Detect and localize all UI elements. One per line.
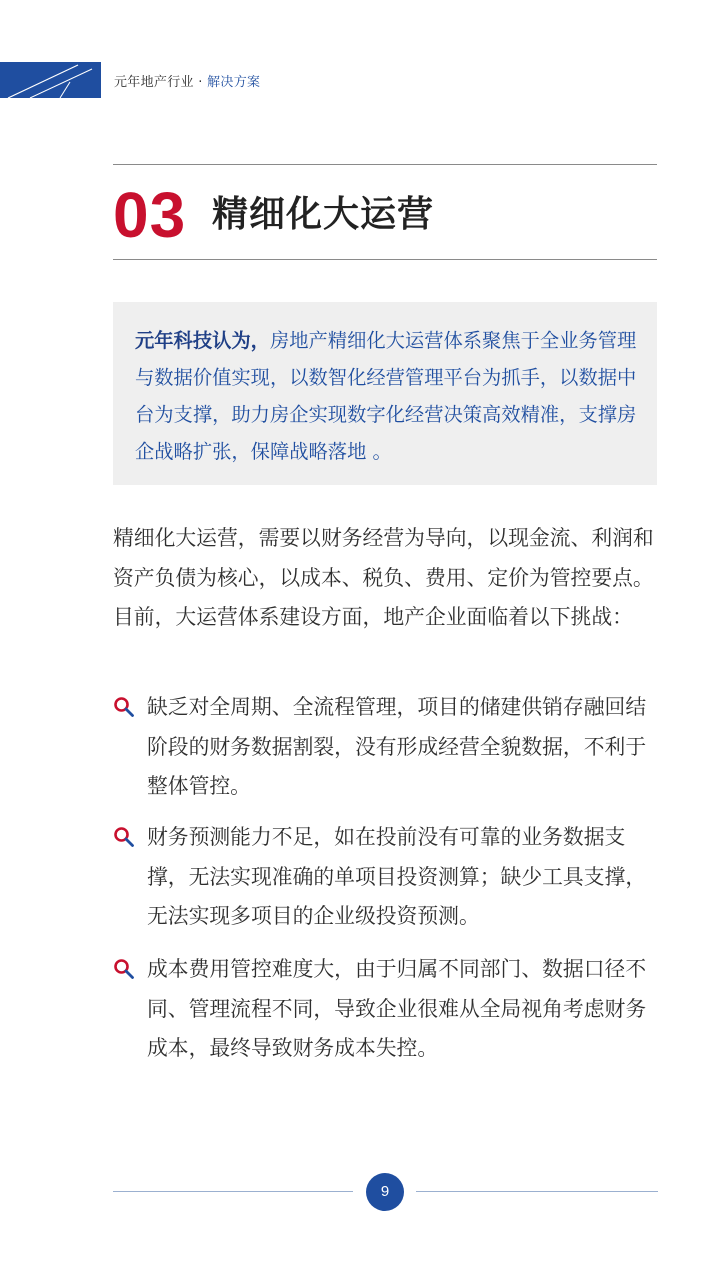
section-number: 03 [113, 179, 187, 251]
search-icon [113, 696, 135, 718]
title-bottom-rule [113, 259, 657, 260]
callout-text: 房地产精细化大运营体系聚焦于全业务管理与数据价值实现，以数智化经营管理平台为抓手，以数据中台为支撑，助力房企实现数字化经营决策高效精准，支撑房企战略扩张，保障战略落地 。 [135, 329, 637, 463]
header-brand: 元年地产行业 · [114, 75, 208, 90]
intro-paragraph: 精细化大运营，需要以财务经营为导向，以现金流、利润和资产负债为核心，以成本、税负、费用、定价为管控要点。目前，大运营体系建设方面，地产企业面临着以下挑战： [113, 526, 654, 629]
header-title [114, 71, 260, 90]
challenge-item [113, 688, 659, 807]
callout-paragraph [135, 322, 639, 470]
callout-box [113, 302, 657, 485]
callout-lead: 元年科技认为， [135, 329, 270, 352]
search-icon [113, 958, 135, 980]
challenge-text: 缺乏对全周期、全流程管理，项目的储建供销存融回结阶段的财务数据割裂，没有形成经营全貌数据，不利于整体管控。 [147, 695, 647, 798]
footer-rule-left [113, 1191, 353, 1192]
page-number-badge: 9 [366, 1173, 404, 1211]
header-divider [100, 62, 101, 98]
challenge-item [113, 950, 659, 1069]
footer-rule-right [416, 1191, 658, 1192]
section-title: 精细化大运营 [212, 194, 435, 235]
title-top-rule [113, 164, 657, 165]
challenge-item [113, 818, 659, 937]
search-icon [113, 826, 135, 848]
challenge-text: 财务预测能力不足，如在投前没有可靠的业务数据支撑，无法实现准确的单项目投资测算；缺少工具支撑，无法实现多项目的企业级投资预测。 [147, 825, 647, 928]
challenge-text: 成本费用管控难度大，由于归属不同部门、数据口径不同、管理流程不同，导致企业很难从全局视角考虑财务成本，最终导致财务成本失控。 [147, 957, 647, 1060]
header-section: 解决方案 [207, 75, 261, 90]
header-logo-band [0, 62, 100, 98]
